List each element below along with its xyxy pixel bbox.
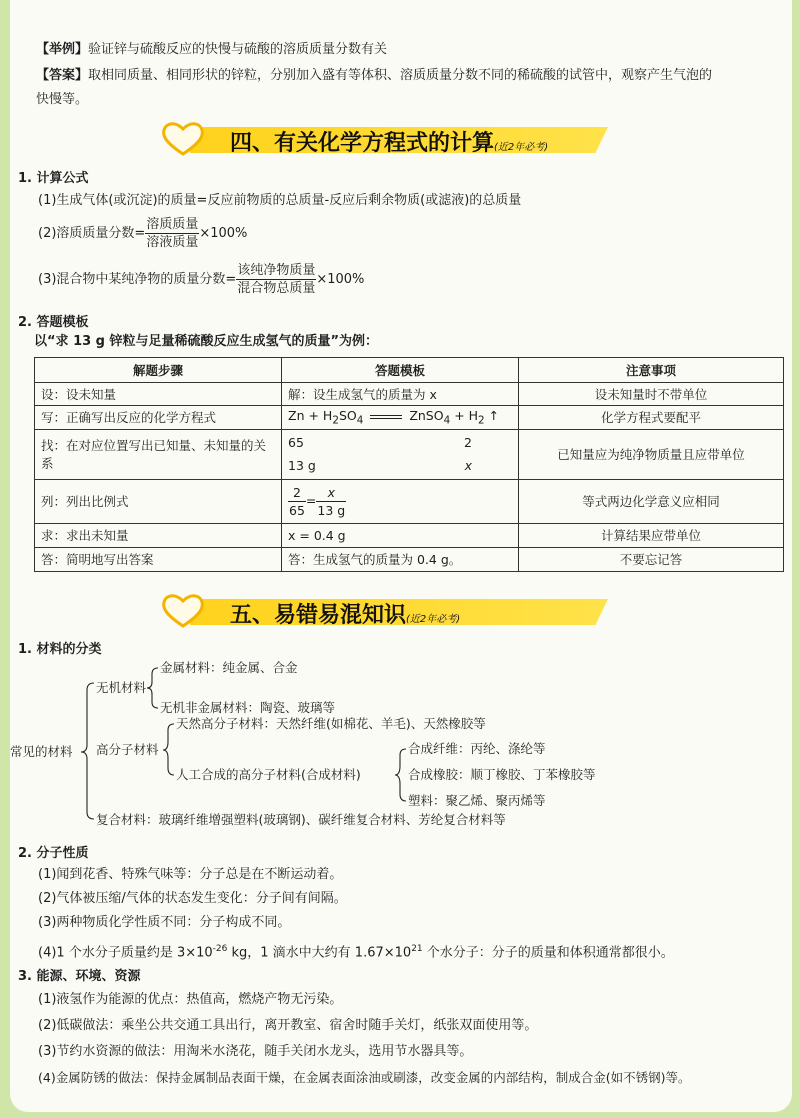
tree-root: 常见的材料 [10, 744, 73, 759]
molecule-4-part: 个水分子：分子的质量和体积通常都很小。 [422, 945, 674, 961]
proportion-left [288, 484, 306, 519]
section5-title-text: 五、易错易混知识 [230, 603, 407, 628]
formula-3-tail: ×100% [316, 272, 365, 287]
example-answer-line1 [36, 66, 712, 86]
tree-synthetic: 人工合成的高分子材料(合成材料) [176, 767, 361, 782]
table-row [35, 406, 784, 430]
formula-2-lhs: (2)溶质质量分数= [38, 226, 146, 241]
section4-title-text: 四、有关化学方程式的计算 [230, 131, 495, 156]
proportion-den-1: 65 [289, 502, 305, 518]
step-cell: 列：列出比例式 [35, 479, 282, 523]
proportion-num-1: 2 [288, 484, 306, 502]
formula-1: (1)生成气体(或沉淀)的质量=反应前物质的总质量-反应后剩余物质(或滤液)的总质量 [38, 193, 522, 208]
molecule-4 [38, 939, 674, 963]
tree-polymer: 高分子材料 [96, 742, 159, 757]
template-intro: 以“求 13 g 锌粒与足量稀硫酸反应生成氢气的质量”为例： [34, 334, 379, 349]
note-cell: 计算结果应带单位 [519, 523, 784, 547]
table-row [35, 383, 784, 406]
formula-3-lhs: (3)混合物中某纯净物的质量分数= [38, 272, 237, 287]
formula-2-fraction [145, 216, 199, 251]
section4-note: (近2年必考) [494, 142, 549, 153]
formula-2 [38, 216, 247, 251]
calc-formula-heading: 1. 计算公式 [18, 171, 89, 186]
heart-icon [160, 120, 206, 158]
up-arrow-icon: ↑ [488, 408, 500, 423]
proportion-den-2: 13 g [317, 502, 346, 518]
note-cell: 等式两边化学意义应相同 [519, 479, 784, 523]
eq-sub: 2 [478, 414, 485, 427]
relation-d: x [464, 458, 472, 473]
eq-part: Zn + H [288, 408, 333, 423]
answer-template-table [34, 357, 784, 572]
energy-3: (3)节约水资源的做法：用淘米水浇花，随手关闭水龙头，选用节水器具等。 [38, 1044, 473, 1059]
exponent: 21 [411, 944, 423, 954]
proportion-cell [282, 479, 519, 523]
tree-natural: 天然高分子材料：天然纤维(如棉花、羊毛)、天然橡胶等 [176, 716, 486, 731]
table-row [35, 547, 784, 571]
tree-rubber: 合成橡胶：顺丁橡胶、丁苯橡胶等 [408, 767, 596, 782]
relation-bottom [288, 458, 512, 473]
template-cell: 答：生成氢气的质量为 0.4 g。 [282, 547, 519, 571]
eq-sub: 2 [332, 414, 339, 427]
section5-title [230, 598, 460, 629]
section5-banner [160, 592, 610, 630]
tree-metal: 金属材料：纯金属、合金 [160, 660, 298, 675]
formula-3 [38, 262, 364, 297]
example-question [36, 40, 387, 60]
tree-inorganic: 无机材料 [96, 680, 147, 695]
proportion-equals: = [305, 492, 317, 508]
equation-cell [282, 406, 519, 430]
tree-nonmetal: 无机非金属材料：陶瓷、玻璃等 [160, 700, 336, 715]
table-row [35, 479, 784, 523]
formula-3-denominator: 混合物总质量 [237, 281, 316, 296]
note-cell: 已知量应为纯净物质量且应带单位 [519, 429, 784, 479]
note-cell: 化学方程式要配平 [519, 406, 784, 430]
relation-c: 13 g [288, 458, 316, 473]
note-cell: 不要忘记答 [519, 547, 784, 571]
section5-note: (近2年必考) [406, 614, 461, 625]
proportion-right [316, 484, 346, 519]
template-cell: 解：设生成氢气的质量为 x [282, 383, 519, 406]
energy-2: (2)低碳做法：乘坐公共交通工具出行，离开教室、宿舍时随手关灯，纸张双面使用等。 [38, 1018, 538, 1033]
step-cell: 找：在对应位置写出已知量、未知量的关系 [35, 429, 282, 479]
table-row [35, 523, 784, 547]
tree-plastic: 塑料：聚乙烯、聚丙烯等 [408, 793, 546, 808]
formula-3-numerator: 该纯净物质量 [237, 263, 316, 278]
relation-cell [282, 429, 519, 479]
eq-part: ZnSO [409, 408, 444, 423]
eq-sub: 4 [356, 414, 364, 427]
answer-template-heading: 2. 答题模板 [18, 315, 89, 330]
example-question-text: 验证锌与硫酸反应的快慢与硫酸的溶质质量分数有关 [88, 42, 388, 57]
col-header-template: 答题模板 [282, 358, 519, 383]
energy-4: (4)金属防锈的做法：保持金属制品表面干燥，在金属表面涂油或刷漆，改变金属的内部结构，制成合金(如不锈钢)等。 [38, 1070, 691, 1085]
proportion-num-2: x [316, 484, 346, 502]
formula-2-numerator: 溶质质量 [146, 217, 199, 232]
page [10, 0, 792, 1112]
relation-b: 2 [464, 435, 472, 450]
example-answer-line2: 快慢等。 [36, 92, 89, 107]
relation-top [288, 435, 512, 450]
relation-a: 65 [288, 435, 304, 450]
molecule-2: (2)气体被压缩/气体的状态发生变化：分子间有间隔。 [38, 891, 347, 906]
energy-heading: 3. 能源、环境、资源 [18, 969, 141, 984]
molecule-4-part: kg，1 滴水中大约有 1.67×10 [227, 945, 412, 961]
eq-part: + H [454, 408, 479, 423]
tree-composite: 复合材料：玻璃纤维增强塑料(玻璃钢)、碳纤维复合材料、芳纶复合材料等 [96, 812, 506, 827]
section4-title [230, 126, 548, 157]
molecule-3: (3)两种物质化学性质不同：分子构成不同。 [38, 915, 291, 930]
materials-heading: 1. 材料的分类 [18, 642, 102, 657]
eq-part: SO [338, 408, 357, 423]
molecule-4-part: (4)1 个水分子质量约是 3×10 [38, 945, 213, 961]
eq-sub: 4 [443, 414, 451, 427]
note-cell: 设未知量时不带单位 [519, 383, 784, 406]
heart-icon [160, 592, 206, 630]
col-header-steps: 解题步骤 [35, 358, 282, 383]
equals-sign [370, 415, 402, 419]
section4-banner [160, 120, 610, 158]
step-cell: 写：正确写出反应的化学方程式 [35, 406, 282, 430]
formula-3-fraction [236, 262, 316, 297]
step-cell: 设：设未知量 [35, 383, 282, 406]
tree-fiber: 合成纤维：丙纶、涤纶等 [408, 741, 546, 756]
answer-tag: 【答案】 [36, 68, 89, 83]
example-tag: 【举例】 [36, 42, 89, 57]
exponent: -26 [212, 944, 228, 954]
table-header-row [35, 358, 784, 383]
step-cell: 答：简明地写出答案 [35, 547, 282, 571]
answer-text: 取相同质量、相同形状的锌粒，分别加入盛有等体积、溶质质量分数不同的稀硫酸的试管中，观察产生气泡的 [88, 68, 713, 83]
formula-2-tail: ×100% [199, 226, 248, 241]
col-header-notes: 注意事项 [519, 358, 784, 383]
energy-1: (1)液氢作为能源的优点：热值高，燃烧产物无污染。 [38, 992, 343, 1007]
table-row [35, 429, 784, 479]
formula-2-denominator: 溶液质量 [146, 235, 199, 250]
step-cell: 求：求出未知量 [35, 523, 282, 547]
molecule-1: (1)闻到花香、特殊气味等：分子总是在不断运动着。 [38, 867, 343, 882]
molecule-heading: 2. 分子性质 [18, 846, 89, 861]
template-cell: x = 0.4 g [282, 523, 519, 547]
